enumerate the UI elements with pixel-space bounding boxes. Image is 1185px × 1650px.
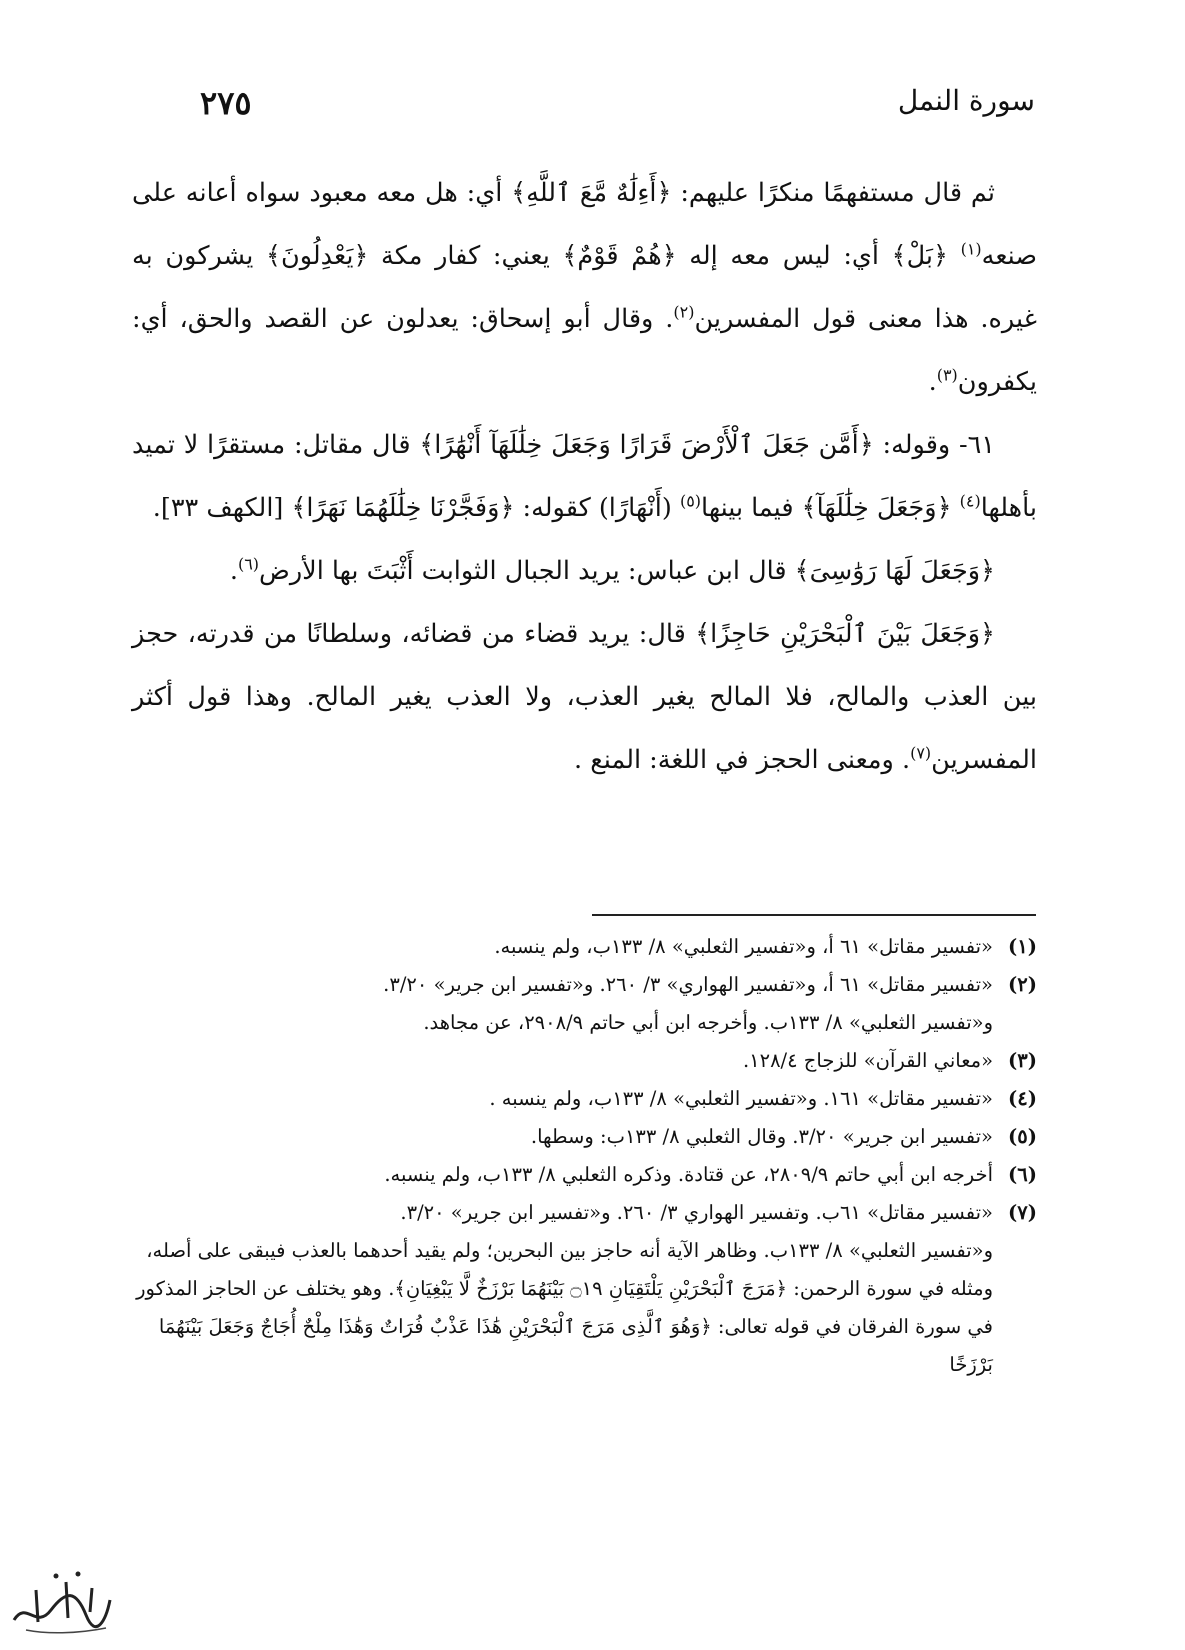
footnote-ref: (٤) <box>959 491 981 511</box>
footnote-text: «تفسير مقاتل» ٦١ب. وتفسير الهواري ٣/ ٢٦٠. و«تفسير ابن جرير» ٣/٢٠. <box>400 1201 993 1224</box>
page-number: ٢٧٥ <box>200 84 252 122</box>
footnote-continuation: و«تفسير الثعلبي» ٨/ ١٣٣ب. وظاهر الآية أنه حاجز بين البحرين؛ ولم يقيد أحدهما بالعذب فيبقى على أصله، ومثله في سورة الرحمن: ﴿مَرَجَ ٱلْبَحْرَيْنِ يَلْتَقِيَانِ ۝١٩ بَيْنَهُمَا بَرْزَخٌ لَّا يَبْغِيَانِ﴾. وهو يختلف عن الحاجز المذكور في سورة الفرقان في قوله تعالى: ﴿وَهُوَ ٱلَّذِى مَرَجَ ٱلْبَحْرَيْنِ هَٰذَا عَذْبٌ فُرَاتٌ وَهَٰذَا مِلْحٌ أُجَاجٌ وَجَعَلَ بَيْنَهُمَا بَرْزَخًا <box>136 1239 993 1376</box>
page-header <box>200 84 1035 134</box>
footnote-text: أخرجه ابن أبي حاتم ٢٨٠٩/٩، عن قتادة. وذكره الثعلبي ٨/ ١٣٣ب، ولم ينسبه. <box>384 1163 993 1186</box>
footnote <box>122 1042 1037 1080</box>
footnote-ref: (٧) <box>910 743 932 763</box>
footnote-text: «تفسير مقاتل» ١٦١. و«تفسير الثعلبي» ٨/ ١٣٣ب، ولم ينسبه . <box>489 1087 993 1110</box>
footnote <box>122 1156 1037 1194</box>
footnote-continuation: و«تفسير الثعلبي» ٨/ ١٣٣ب. وأخرجه ابن أبي حاتم ٢٩٠٨/٩، عن مجاهد. <box>423 1011 993 1034</box>
footnote-text: «تفسير مقاتل» ٦١ أ، و«تفسير الهواري» ٣/ ٢٦٠. و«تفسير ابن جرير» ٣/٢٠. <box>383 973 993 996</box>
footnote <box>122 1118 1037 1156</box>
footnote-number: (٥) <box>1008 1125 1037 1148</box>
footnote <box>122 928 1037 966</box>
paragraph-2: ٦١- وقوله: ﴿أَمَّن جَعَلَ ٱلْأَرْضَ قَرَارًا وَجَعَلَ خِلَٰلَهَآ أَنْهَٰرًا﴾ قال مقاتل: مستقرًا لا تميد بأهلها$^{(٤)}$ ﴿وَجَعَلَ خِلَٰلَهَآ﴾ فيما بينها$^{(٥)}$ (أَنْهَارًا) كقوله: ﴿وَفَجَّرْنَا خِلَٰلَهُمَا نَهَرًا﴾ [الكهف ٣٣]. <box>132 430 1037 523</box>
watermark-logo <box>6 1560 116 1638</box>
footnote <box>122 1080 1037 1118</box>
paragraph-4: ﴿وَجَعَلَ بَيْنَ ٱلْبَحْرَيْنِ حَاجِزًا﴾ قال: يريد قضاء من قضائه، وسلطانًا من قدرته، حجز بين العذب والمالح، فلا المالح يغير العذب، ولا العذب يغير المالح. وهذا قول أكثر المفسرين$^{(٧)}$. ومعنى الحجز في اللغة: المنع . <box>132 619 1037 775</box>
surah-title: سورة النمل <box>897 84 1035 117</box>
main-text <box>132 162 1037 792</box>
footnote-divider <box>592 914 1036 916</box>
footnote-text: «تفسير ابن جرير» ٣/٢٠. وقال الثعلبي ٨/ ١٣٣ب: وسطها. <box>530 1125 993 1148</box>
paragraph-3: ﴿وَجَعَلَ لَهَا رَوَٰسِىَ﴾ قال ابن عباس: يريد الجبال الثوابت أَثْبَتَ بها الأرض$^{(٦)}$. <box>229 554 995 586</box>
footnotes <box>122 928 1037 1384</box>
footnote-number: (٧) <box>1008 1201 1037 1224</box>
footnote-text: «تفسير مقاتل» ٦١ أ، و«تفسير الثعلبي» ٨/ ١٣٣ب، ولم ينسبه. <box>494 935 993 958</box>
footnote <box>122 1194 1037 1232</box>
footnote-ref: (٥) <box>679 491 702 511</box>
footnote-ref: (١) <box>960 239 982 259</box>
footnote-number: (٣) <box>1008 1049 1037 1072</box>
footnote-number: (٤) <box>1008 1087 1037 1110</box>
footnote <box>122 966 1037 1004</box>
footnote-text: «معاني القرآن» للزجاج ١٢٨/٤. <box>742 1049 993 1072</box>
footnote-ref: (٢) <box>673 302 695 322</box>
paragraph-1: ثم قال مستفهمًا منكرًا عليهم: ﴿أَءِلَٰهٌ مَّعَ ٱللَّهِ﴾ أي: هل معه معبود سواه أعانه على صنعه$^{(١)}$ ﴿بَلْ﴾ أي: ليس معه إله ﴿هُمْ قَوْمٌ﴾ يعني: كفار مكة ﴿يَعْدِلُونَ﴾ يشركون به غيره. هذا معنى قول المفسرين$^{(٢)}$. وقال أبو إسحاق: يعدلون عن القصد والحق، أي: يكفرون$^{(٣)}$. <box>132 178 1038 397</box>
footnote-number: (٦) <box>1008 1163 1037 1186</box>
footnote-ref: (٣) <box>936 365 958 385</box>
footnote-ref: (٦) <box>237 554 260 574</box>
footnote-number: (١) <box>1008 935 1037 958</box>
footnote-number: (٢) <box>1008 973 1037 996</box>
